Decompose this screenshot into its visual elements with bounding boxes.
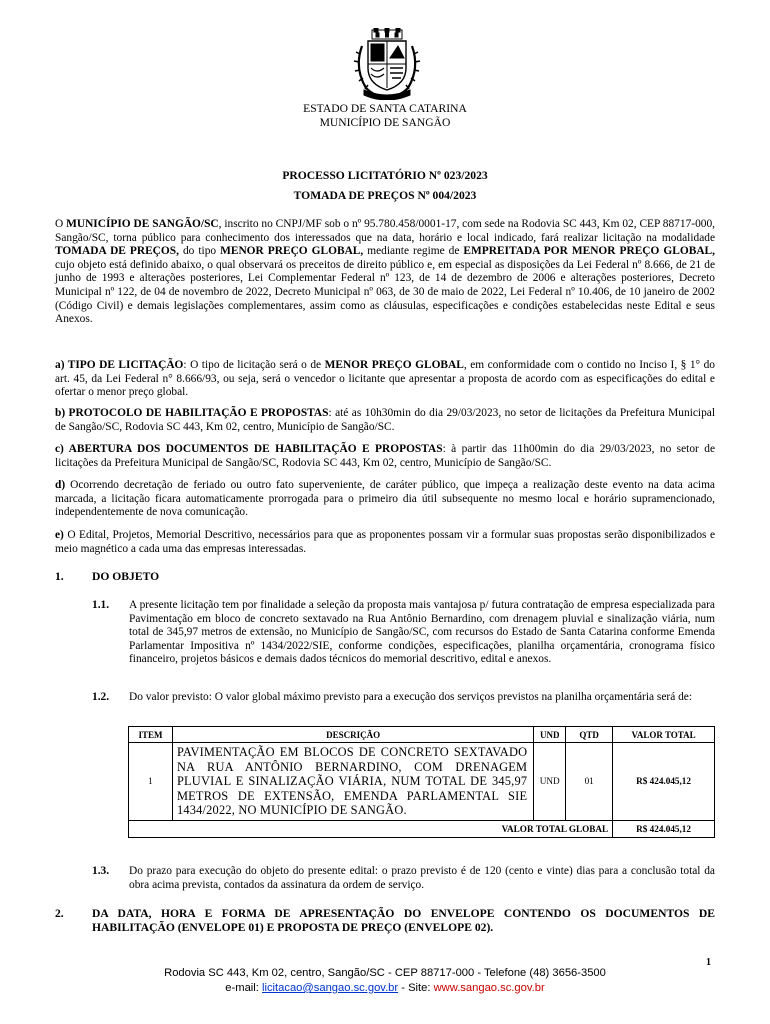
budget-table xyxy=(128,726,715,838)
footer-site-label: - Site: xyxy=(398,982,434,994)
modality-title: TOMADA DE PREÇOS Nº 004/2023 xyxy=(293,189,477,202)
col-qtd-header: QTD xyxy=(566,727,613,743)
municipal-crest-icon xyxy=(352,28,422,100)
clause-1-1-number: 1.1. xyxy=(92,599,110,611)
section-2-number: 2. xyxy=(55,907,64,920)
row-description: PAVIMENTAÇÃO EM BLOCOS DE CONCRETO SEXTAVADO NA RUA ANTÔNIO BERNARDINO, COM DRENAGEM PLUVIAL E SINALIZAÇÃO VIÁRIA, NUM TOTAL DE 345,97 METROS DE EXTENSÃO, EMENDA PARLAMENTAL SIE 1434/2022, NO MUNICÍPIO DE SANGÃO. xyxy=(172,743,533,821)
municipality-name: MUNICÍPIO DE SANGÃO xyxy=(319,116,451,129)
row-valor: R$ 424.045,12 xyxy=(613,743,715,821)
clause-b: b) PROTOCOLO DE HABILITAÇÃO E PROPOSTAS: até as 10h30min do dia 29/03/2023, no setor de licitações da Prefeitura Municipal de Sangão/SC, Rodovia SC 443, Km 02, centro, Município de Sangão/SC. xyxy=(55,407,715,433)
section-2-title: DA DATA, HORA E FORMA DE APRESENTAÇÃO DO ENVELOPE CONTENDO OS DOCUMENTOS DE HABILITAÇÃO (ENVELOPE 01) E PROPOSTA DE PREÇO (ENVELOPE 02). xyxy=(92,907,715,934)
clause-c: c) ABERTURA DOS DOCUMENTOS DE HABILITAÇÃO E PROPOSTAS: à partir das 11h00min do dia 29/03/2023, no setor de licitações da Prefeitura Municipal de Sangão/SC, Rodovia SC 443, Km 02, centro, Município de Sangão/SC. xyxy=(55,443,716,469)
page-number: 1 xyxy=(706,957,711,968)
total-value: R$ 424.045,12 xyxy=(613,820,715,837)
total-label: VALOR TOTAL GLOBAL xyxy=(129,820,613,837)
row-item: 1 xyxy=(129,743,173,821)
col-desc-header: DESCRIÇÃO xyxy=(172,727,533,743)
process-title: PROCESSO LICITATÓRIO Nº 023/2023 xyxy=(282,169,488,182)
col-valor-header: VALOR TOTAL xyxy=(613,727,715,743)
clause-1-2-number: 1.2. xyxy=(92,691,110,703)
row-qtd: 01 xyxy=(566,743,613,821)
clause-e: e) O Edital, Projetos, Memorial Descritivo, necessários para que as proponentes possam vir a formular suas propostas serão disponibilizados e meio magnético a cada uma das empresas interessadas. xyxy=(55,529,715,555)
site-link[interactable]: www.sangao.sc.gov.br xyxy=(433,982,545,994)
state-name: ESTADO DE SANTA CATARINA xyxy=(303,102,467,115)
clause-1-1-text: A presente licitação tem por finalidade a seleção da proposta mais vantajosa p/ futura contratação de empresa especializada para Pavimentação em bloco de concreto sextavado na Rua Antônio Bernardino, com drenagem pluvial e sinalização viária, num total de 345,97 metros de extensão, no Município de Sangão/SC, com recursos do Estado de Santa Catarina conforme Emenda Parlamentar Impositiva nº 1434/2022/SIE, conforme condições, especificações, planilha orçamentária, cronograma físico financeiro, projetos básicos e demais dados técnicos do memorial descritivo, edital e anexos. xyxy=(129,599,715,666)
clause-1-2-text: Do valor previsto: O valor global máximo previsto para a execução dos serviços previstos na planilha orçamentária será de: xyxy=(129,691,693,703)
row-und: UND xyxy=(534,743,566,821)
intro-paragraph: O MUNICÍPIO DE SANGÃO/SC, inscrito no CNPJ/MF sob o nº 95.780.458/0001-17, com sede na Rodovia SC 443, Km 02, CEP 88717-000, Sangão/SC, torna público para conhecimento dos interessados que na data, horário e local indicado, fará realizar licitação na modalidade TOMADA DE PREÇOS, do tipo MENOR PREÇO GLOBAL, mediante regime de EMPREITADA POR MENOR PREÇO GLOBAL, cujo objeto está definido abaixo, o qual observará os preceitos de direito público e, em especial as disposições da Lei Federal nº 8.666, de 21 de junho de 1993 e alterações posteriores, Lei Complementar Federal nº 123, de 14 de dezembro de 2006 e alterações posteriores, Decreto Municipal nº 122, de 04 de novembro de 2022, Decreto Municipal nº 063, de 30 de maio de 2022, Lei Federal nº 10.406, de 10 janeiro de 2002 (Código Civil) e demais legislações complementares, assim como as cláusulas, especificações e condições estabelecidas neste Edital e seus Anexos. xyxy=(55,218,715,326)
clause-1-3-number: 1.3. xyxy=(92,865,110,877)
section-1-number: 1. xyxy=(55,570,64,583)
table-total-row xyxy=(129,820,715,837)
table-header-row xyxy=(129,727,715,743)
clause-d: d) Ocorrendo decretação de feriado ou outro fato superveniente, de caráter público, que impeça a realização deste evento na data acima marcada, a licitação ficara automaticamente prorrogada para o primeiro dia útil subsequente no mesmo local e horário supramencionado, independentemente de nova comunicação. xyxy=(55,479,715,519)
col-item-header: ITEM xyxy=(129,727,173,743)
email-link[interactable]: licitacao@sangao.sc.gov.br xyxy=(261,982,399,994)
table-row xyxy=(129,743,715,821)
col-und-header: UND xyxy=(534,727,566,743)
footer-email-label: e-mail: xyxy=(225,982,262,994)
clause-1-3-text: Do prazo para execução do objeto do presente edital: o prazo previsto é de 120 (cento e vinte) dias para a conclusão total da obra acima prevista, contados da assinatura da ordem de serviço. xyxy=(129,865,715,891)
footer-contacts xyxy=(0,981,770,996)
footer-address: Rodovia SC 443, Km 02, centro, Sangão/SC - CEP 88717-000 - Telefone (48) 3656-3500 xyxy=(164,967,606,979)
clause-a: a) TIPO DE LICITAÇÃO: O tipo de licitação será o de MENOR PREÇO GLOBAL, em conformidade com o contido no Inciso I, § 1° do art. 45, da Lei Federal n° 8.666/93, ou seja, será o vencedor o licitante que apresentar a proposta de acordo com as especificações do edital e ofertar o menor preço global. xyxy=(55,359,715,399)
section-1-title: DO OBJETO xyxy=(92,570,160,583)
